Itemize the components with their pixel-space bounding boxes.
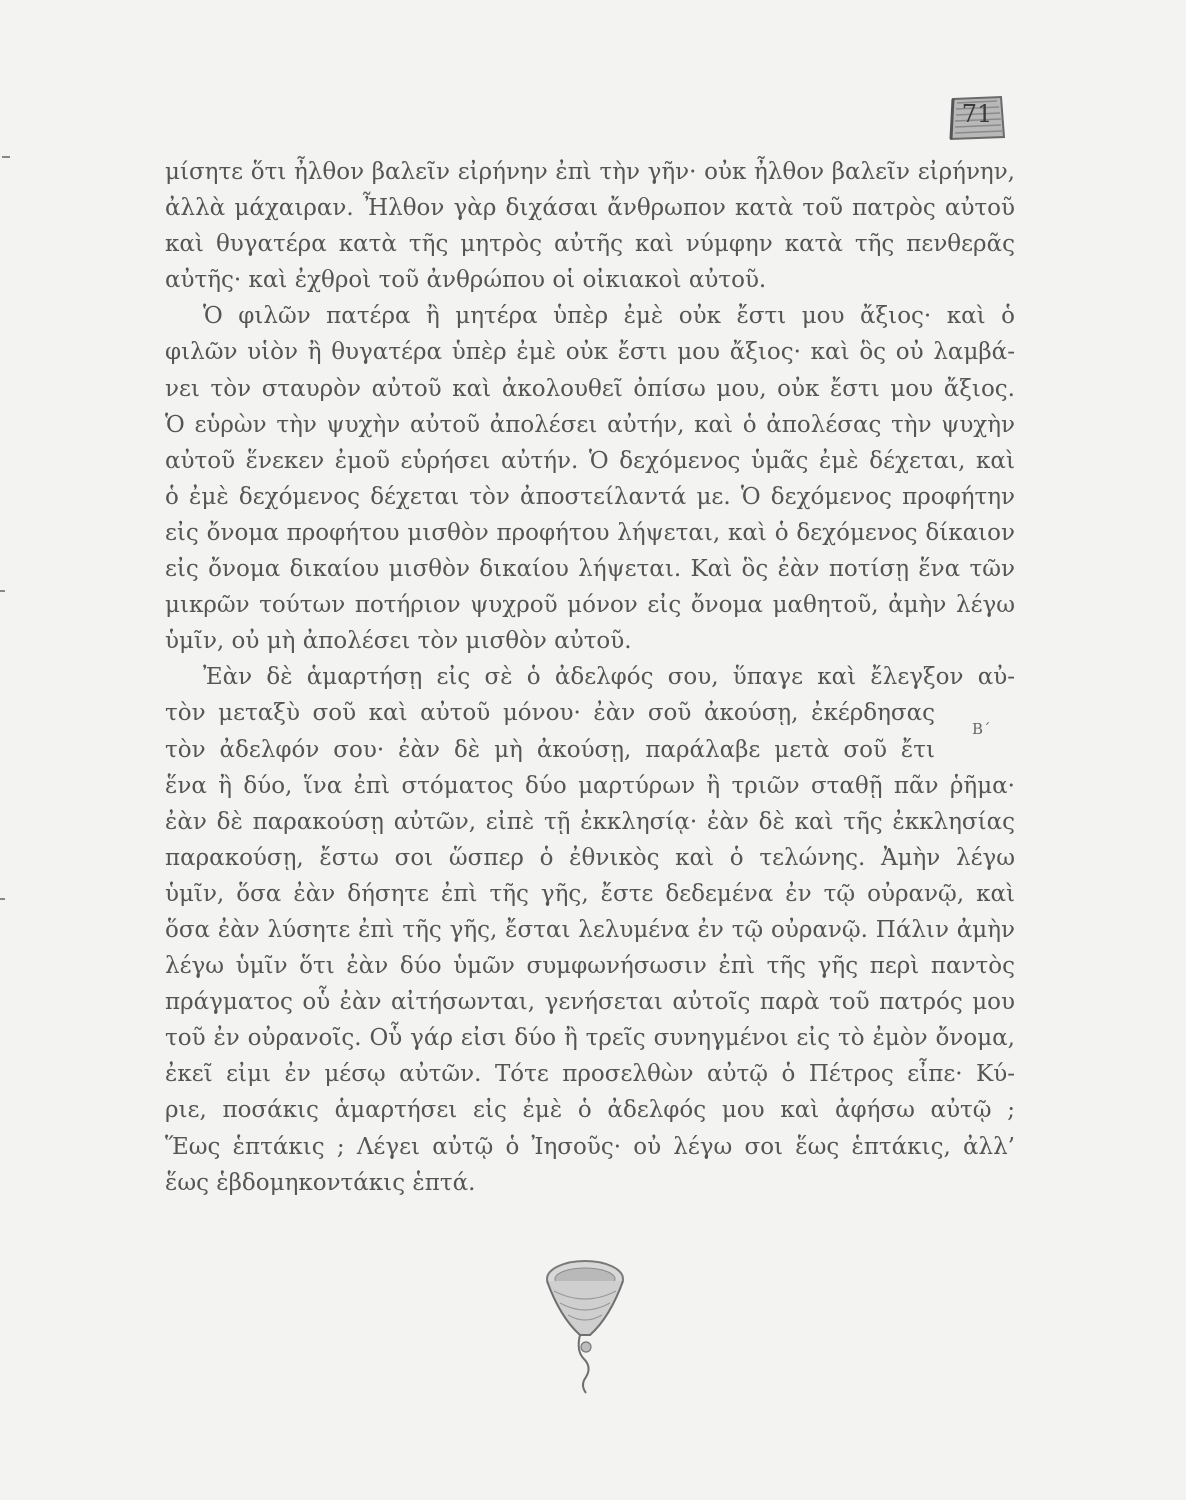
text-line: Ὁ εὑρὼν τὴν ψυχὴν αὐτοῦ ἀπολέσει αὐτήν, καὶ ὁ ἀπολέσας τὴν ψυχὴν	[165, 411, 1015, 438]
text-line: ὁ ἐμὲ δεχόμενος δέχεται τὸν ἀποστείλαντά με. Ὁ δεχόμενος προφήτην	[165, 483, 1015, 510]
text-line: ριε, ποσάκις ἁμαρτήσει εἰς ἐμὲ ὁ ἀδελφός μου καὶ ἀφήσω αὐτῷ ;	[165, 1097, 1015, 1124]
tailpiece-ornament-icon	[540, 1255, 630, 1405]
text-line: ἕνα ἢ δύο, ἵνα ἐπὶ στόματος δύο μαρτύρων ἢ τριῶν σταθῇ πᾶν ῥῆμα·	[165, 772, 1015, 799]
text-line: εἰς ὄνομα προφήτου μισθὸν προφήτου λήψεται, καὶ ὁ δεχόμενος δίκαιον	[165, 519, 1015, 546]
text-line: ἕως ἑβδομηκοντάκις ἑπτά.	[165, 1169, 476, 1196]
text-line: ἀλλὰ μάχαιραν. Ἦλθον γὰρ διχάσαι ἄνθρωπον κατὰ τοῦ πατρὸς αὐτοῦ	[165, 195, 1015, 222]
text-line: μίσητε ὅτι ἦλθον βαλεῖν εἰρήνην ἐπὶ τὴν γῆν· οὐκ ἦλθον βαλεῖν εἰρήνην,	[165, 159, 1015, 185]
text-line: νει τὸν σταυρὸν αὐτοῦ καὶ ἀκολουθεῖ ὀπίσω μου, οὐκ ἔστι μου ἄξιος.	[165, 375, 1015, 402]
text-line: ὅσα ἐὰν λύσητε ἐπὶ τῆς γῆς, ἔσται λελυμένα ἐν τῷ οὐρανῷ. Πάλιν ἀμὴν	[165, 916, 1015, 943]
text-line: λέγω ὑμῖν ὅτι ἐὰν δύο ὑμῶν συμφωνήσωσιν ἐπὶ τῆς γῆς περὶ παντὸς	[165, 953, 1015, 980]
margin-note: Β΄	[972, 720, 991, 738]
text-line: τοῦ ἐν οὐρανοῖς. Οὗ γάρ εἰσι δύο ἢ τρεῖς συνηγμένοι εἰς τὸ ἐμὸν ὄνομα,	[165, 1025, 1015, 1052]
text-line: τὸν μεταξὺ σοῦ καὶ αὐτοῦ μόνου· ἐὰν σοῦ ἀκούσῃ, ἐκέρδησας	[165, 700, 935, 727]
text-line: ἐὰν δὲ παρακούσῃ αὐτῶν, εἰπὲ τῇ ἐκκλησίᾳ· ἐὰν δὲ καὶ τῆς ἐκκλησίας	[165, 808, 1015, 835]
text-line: Ὁ φιλῶν πατέρα ἢ μητέρα ὑπὲρ ἐμὲ οὐκ ἔστι μου ἄξιος· καὶ ὁ	[203, 303, 1015, 330]
text-line: μικρῶν τούτων ποτήριον ψυχροῦ μόνον εἰς ὄνομα μαθητοῦ, ἀμὴν λέγω	[165, 592, 1015, 619]
page-number-badge	[947, 93, 1007, 143]
text-line: Ἕως ἑπτάκις ; Λέγει αὐτῷ ὁ Ἰησοῦς· οὐ λέγω σοι ἕως ἑπτάκις, ἀλλ’	[165, 1133, 1015, 1160]
text-line: πράγματος οὗ ἐὰν αἰτήσωνται, γενήσεται αὐτοῖς παρὰ τοῦ πατρός μου	[165, 989, 1015, 1016]
text-line: φιλῶν υἱὸν ἢ θυγατέρα ὑπὲρ ἐμὲ οὐκ ἔστι μου ἄξιος· καὶ ὃς οὐ λαμβά-	[165, 339, 1015, 366]
text-line: τὸν ἀδελφόν σου· ἐὰν δὲ μὴ ἀκούσῃ, παράλαβε μετὰ σοῦ ἔτι	[165, 736, 935, 763]
stray-mark	[0, 898, 5, 900]
page-number: 71	[961, 100, 993, 128]
text-line: παρακούσῃ, ἔστω σοι ὥσπερ ὁ ἐθνικὸς καὶ ὁ τελώνης. Ἀμὴν λέγω	[165, 844, 1015, 871]
text-line: Ἐὰν δὲ ἁμαρτήσῃ εἰς σὲ ὁ ἀδελφός σου, ὕπαγε καὶ ἔλεγξον αὐ-	[203, 664, 1015, 691]
text-line: καὶ θυγατέρα κατὰ τῆς μητρὸς αὐτῆς καὶ νύμφην κατὰ τῆς πενθερᾶς	[165, 231, 1015, 258]
text-line: εἰς ὄνομα δικαίου μισθὸν δικαίου λήψεται. Καὶ ὃς ἐὰν ποτίσῃ ἕνα τῶν	[165, 556, 1015, 583]
stray-mark	[0, 590, 5, 592]
text-line: αὐτοῦ ἕνεκεν ἐμοῦ εὑρήσει αὐτήν. Ὁ δεχόμενος ὑμᾶς ἐμὲ δέχεται, καὶ	[165, 447, 1015, 474]
text-line: αὐτῆς· καὶ ἐχθροὶ τοῦ ἀνθρώπου οἱ οἰκιακοὶ αὐτοῦ.	[165, 267, 767, 294]
text-line: ὑμῖν, οὐ μὴ ἀπολέσει τὸν μισθὸν αὐτοῦ.	[165, 628, 632, 655]
text-line: ὑμῖν, ὅσα ἐὰν δήσητε ἐπὶ τῆς γῆς, ἔστε δεδεμένα ἐν τῷ οὐρανῷ, καὶ	[165, 880, 1015, 907]
body-text	[165, 154, 1015, 1201]
stray-mark	[2, 156, 10, 158]
text-line: ἐκεῖ εἰμι ἐν μέσῳ αὐτῶν. Τότε προσελθὼν αὐτῷ ὁ Πέτρος εἶπε· Κύ-	[165, 1061, 1015, 1088]
